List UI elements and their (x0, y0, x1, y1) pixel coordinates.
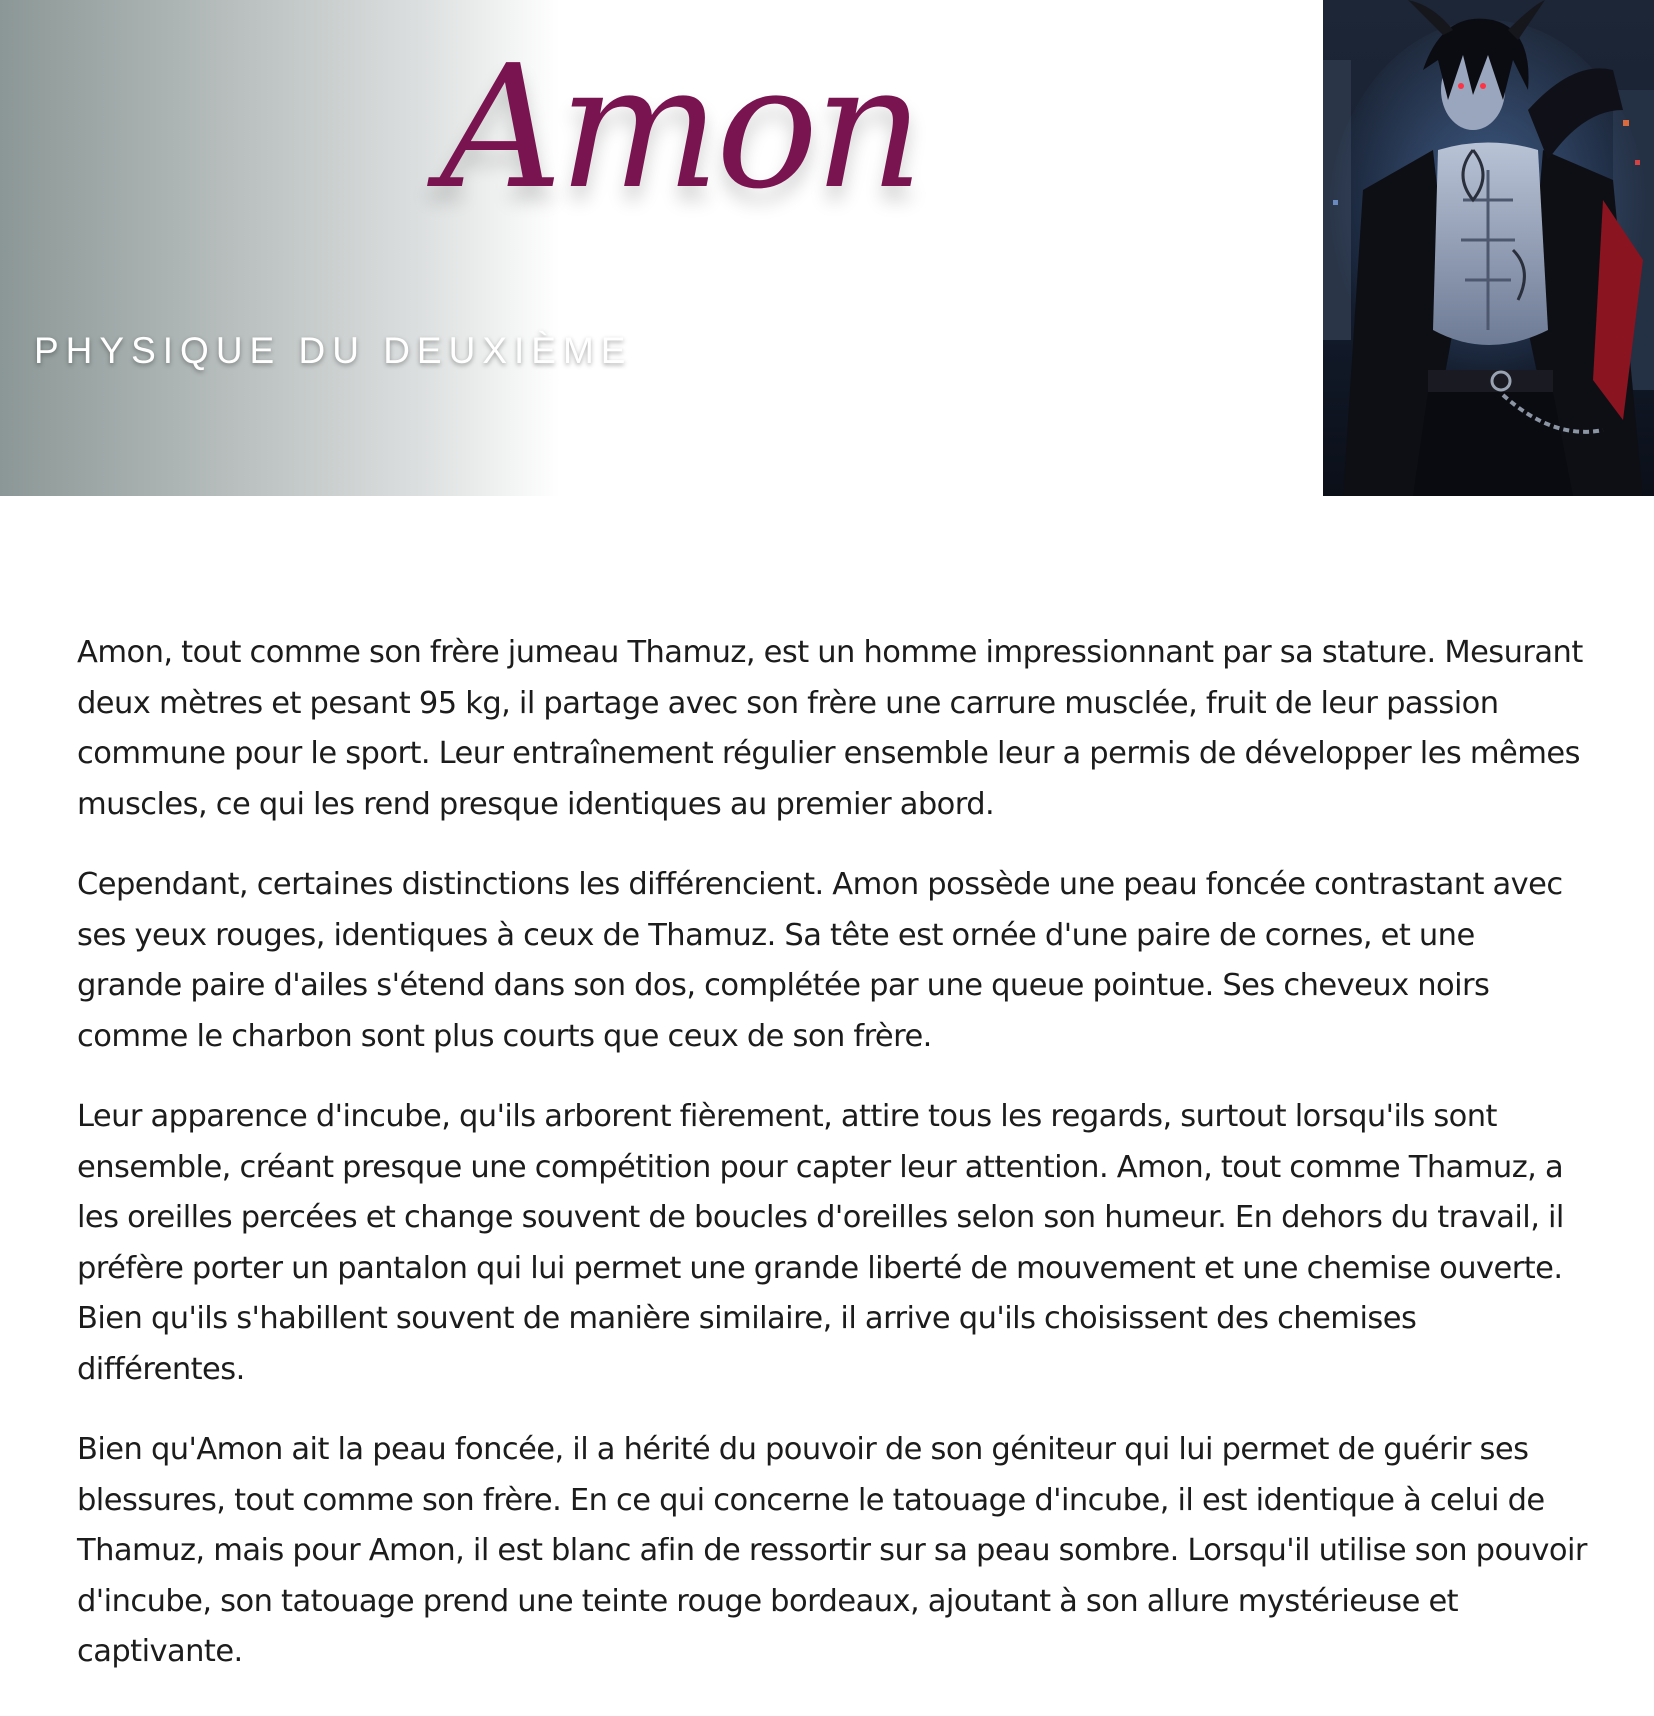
paragraph-1: Amon, tout comme son frère jumeau Thamuz, est un homme impressionnant par sa stature. Mesurant deux mètres et pesant 95 kg, il partage avec son frère une carrure musclée, fruit de leur passion commune pour le sport. Leur entraînement régulier ensemble leur a permis de développer les mêmes muscles, ce qui les rend presque identiques au premier abord. (77, 635, 1583, 822)
header-banner (0, 0, 1654, 496)
page-title: Amon (440, 29, 920, 227)
page-subtitle: PHYSIQUE DU DEUXIÈME (34, 330, 633, 371)
character-portrait-image (1323, 0, 1654, 496)
description-content (77, 628, 1587, 1708)
character-portrait (1323, 0, 1654, 496)
paragraph-3: Leur apparence d'incube, qu'ils arborent fièrement, attire tous les regards, surtout lorsqu'ils sont ensemble, créant presque une compétition pour capter leur attention. Amon, tout comme Thamuz, a les oreilles percées et change souvent de boucles d'oreilles selon son humeur. En dehors du travail, il préfère porter un pantalon qui lui permet une grande liberté de mouvement et une chemise ouverte. Bien qu'ils s'habillent souvent de manière similaire, il arrive qu'ils choisissent des chemises différentes. (77, 1099, 1564, 1387)
paragraph-2: Cependant, certaines distinctions les différencient. Amon possède une peau foncée contrastant avec ses yeux rouges, identiques à ceux de Thamuz. Sa tête est ornée d'une paire de cornes, et une grande paire d'ailes s'étend dans son dos, complétée par une queue pointue. Ses cheveux noirs comme le charbon sont plus courts que ceux de son frère. (77, 867, 1563, 1054)
paragraph-4: Bien qu'Amon ait la peau foncée, il a hérité du pouvoir de son géniteur qui lui permet de guérir ses blessures, tout comme son frère. En ce qui concerne le tatouage d'incube, il est identique à celui de Thamuz, mais pour Amon, il est blanc afin de ressortir sur sa peau sombre. Lorsqu'il utilise son pouvoir d'incube, son tatouage prend une teinte rouge bordeaux, ajoutant à son allure mystérieuse et captivante. (77, 1432, 1587, 1669)
